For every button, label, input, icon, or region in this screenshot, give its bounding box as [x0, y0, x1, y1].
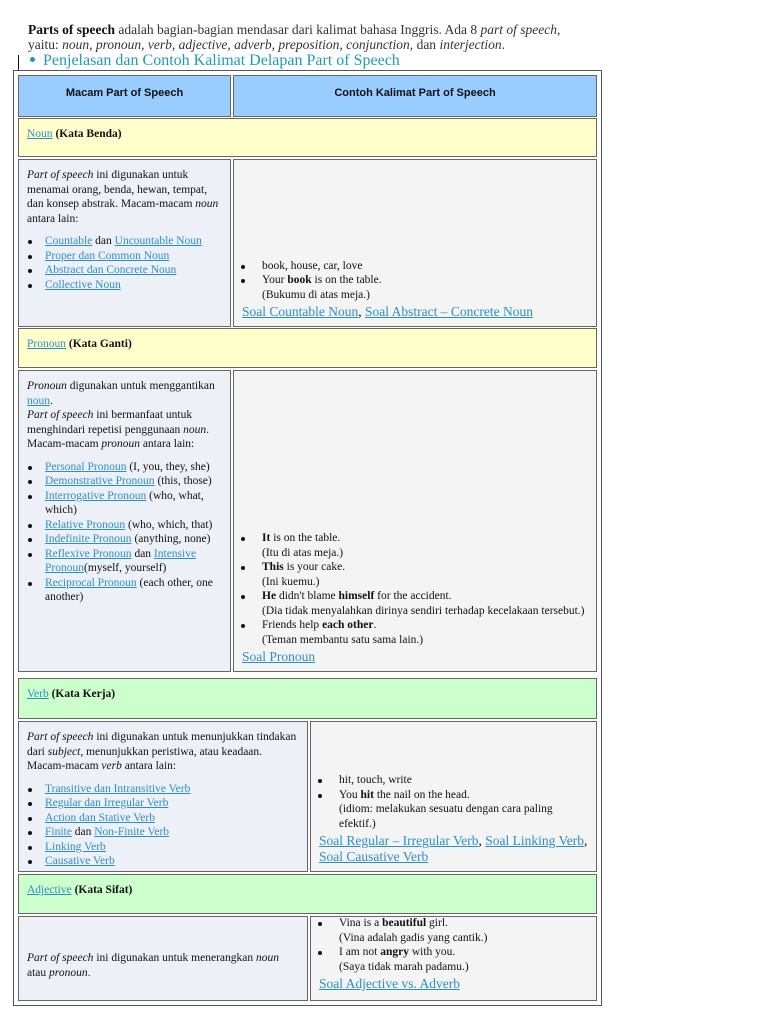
noun-label: (Kata Benda) — [52, 128, 122, 140]
list-item — [45, 854, 301, 869]
list-item — [262, 618, 590, 647]
list-item — [45, 782, 301, 797]
intro-paragraph — [28, 22, 648, 52]
adjective-category-row — [18, 874, 597, 914]
pronoun-desc-italic: Part of speech — [27, 409, 94, 421]
transitive-intransitive-verb-link[interactable]: Transitive dan Intransitive Verb — [45, 782, 191, 795]
example-bold: It — [262, 532, 271, 544]
verb-desc-text: , menunjukkan peristiwa, atau keadaan. Macam-macam — [27, 745, 263, 772]
example-bold: book — [287, 274, 312, 286]
verb-examples-list — [317, 773, 590, 831]
example-text: with you. — [408, 946, 456, 958]
example-translation: (Vina adalah gadis yang cantik.) — [339, 931, 488, 944]
list-item — [45, 489, 224, 518]
list-item — [45, 263, 224, 278]
intro-comma: , — [556, 22, 561, 37]
example-text: hit, touch, write — [339, 774, 412, 786]
col1-header — [18, 75, 231, 117]
verb-desc-text: antara lain: — [121, 760, 177, 772]
example-text: Your — [262, 274, 288, 286]
pronoun-label: (Kata Ganti) — [65, 338, 132, 350]
action-stative-verb-link[interactable]: Action dan Stative Verb — [45, 811, 155, 824]
pronoun-examples — [233, 370, 597, 672]
countable-link[interactable]: Countable — [45, 235, 93, 247]
list-item — [45, 796, 301, 811]
list-item — [339, 788, 590, 832]
example-bold: angry — [380, 946, 409, 958]
intro-list-italic: noun, pronoun, verb, adjective, adverb, preposition, conjunction, — [62, 37, 414, 52]
intro-end: . — [501, 37, 506, 52]
list-item-mid: dan — [92, 235, 115, 247]
pronoun-desc-text: ini bermanfaat untuk menghindari repetisi penggunaan — [27, 409, 193, 436]
example-bold: himself — [338, 590, 375, 602]
example-translation: (Ini kuemu.) — [262, 575, 320, 588]
example-bold: He — [262, 590, 277, 602]
intro-lead-bold: Parts of speech — [28, 22, 115, 37]
list-item — [262, 259, 590, 274]
intro-dan: dan — [413, 37, 440, 52]
soal-linking-verb-link[interactable]: Soal Linking Verb — [485, 833, 584, 848]
adjective-desc-italic: pronoun — [49, 966, 88, 979]
intro-lead-italic: part of speech — [480, 22, 557, 37]
list-item-note: (myself, yourself) — [83, 562, 167, 574]
personal-pronoun-link[interactable]: Personal Pronoun — [45, 460, 127, 473]
example-bold: beautiful — [382, 917, 427, 929]
abstract-concrete-noun-link[interactable]: Abstract dan Concrete Noun — [45, 264, 177, 276]
list-item — [45, 278, 224, 293]
list-item — [45, 811, 301, 826]
adjective-desc-text: ini digunakan untuk menerangkan — [93, 952, 256, 964]
col2-header-text: Contoh Kalimat Part of Speech — [334, 87, 496, 99]
list-item — [339, 945, 590, 974]
example-translation: (Teman membantu satu sama lain.) — [262, 633, 424, 646]
reflexive-pronoun-link[interactable]: Reflexive Pronoun — [45, 547, 132, 560]
soal-regular-irregular-verb-link[interactable]: Soal Regular – Irregular Verb — [319, 833, 479, 848]
verb-desc-italic: Part of speech — [27, 731, 94, 743]
pronoun-description — [18, 370, 231, 672]
verb-description — [18, 721, 308, 872]
adjective-examples — [310, 916, 597, 1001]
example-text: the nail on the head. — [373, 788, 470, 801]
list-item — [262, 531, 590, 560]
pronoun-soal-links — [240, 649, 590, 665]
noun-link[interactable]: Noun — [27, 128, 53, 140]
adjective-desc-italic: Part of speech — [27, 952, 94, 964]
example-bold: This — [262, 561, 284, 573]
verb-desc-italic: verb — [101, 760, 122, 772]
list-item-note: (anything, none) — [131, 533, 211, 545]
soal-abstract-concrete-noun-link[interactable]: Soal Abstract – Concrete Noun — [365, 304, 533, 319]
example-text: You — [339, 788, 361, 801]
example-translation: (Dia tidak menyalahkan dirinya sendiri terhadap kecelakaan tersebut.) — [262, 604, 585, 617]
linking-verb-link[interactable]: Linking Verb — [45, 840, 106, 853]
list-item — [339, 916, 590, 945]
pronoun-desc-text: digunakan untuk menggantikan — [66, 380, 215, 392]
reciprocal-pronoun-link[interactable]: Reciprocal Pronoun — [45, 576, 137, 589]
pronoun-examples-list — [240, 531, 590, 647]
heading-text: Penjelasan dan Contoh Kalimat Delapan Part of Speech — [43, 52, 400, 69]
example-translation: (idiom: melakukan sesuatu dengan cara paling efektif.) — [339, 803, 553, 830]
example-text: for the accident. — [374, 590, 452, 602]
pronoun-desc-italic: pronoun — [101, 438, 140, 450]
list-item — [45, 474, 224, 489]
list-item — [45, 518, 224, 533]
indefinite-pronoun-link[interactable]: Indefinite Pronoun — [45, 533, 132, 545]
list-item-mid: dan — [71, 826, 95, 838]
parts-of-speech-table — [13, 70, 602, 1006]
soal-countable-noun-link[interactable]: Soal Countable Noun — [242, 304, 359, 319]
example-text: is on the table. — [270, 532, 341, 544]
adjective-description — [18, 916, 308, 1001]
example-text: book, house, car, love — [262, 259, 363, 272]
uncountable-noun-link[interactable]: Uncountable Noun — [114, 235, 202, 247]
section-heading — [20, 52, 400, 70]
col2-header — [233, 75, 597, 117]
example-text: I am not — [339, 946, 381, 958]
collective-noun-link[interactable]: Collective Noun — [45, 278, 121, 291]
noun-examples — [233, 159, 597, 327]
example-text: is on the table. — [311, 274, 382, 286]
example-translation: (Itu di atas meja.) — [262, 546, 344, 559]
verb-desc-italic: subject — [47, 745, 81, 758]
noun-examples-list — [240, 259, 590, 303]
verb-examples — [310, 721, 597, 872]
col1-header-text: Macam Part of Speech — [65, 87, 184, 99]
adjective-label: (Kata Sifat) — [71, 884, 133, 896]
demonstrative-pronoun-link[interactable]: Demonstrative Pronoun — [45, 475, 155, 487]
verb-desc-text: ini digunakan untuk menunjukkan tindakan dari — [27, 731, 297, 758]
verb-category-row — [18, 678, 597, 719]
verb-types-list — [27, 782, 301, 869]
noun-desc-text: ini digunakan untuk menamai orang, benda, hewan, tempat, dan konsep abstrak. Macam-macam — [27, 169, 208, 210]
relative-pronoun-link[interactable]: Relative Pronoun — [45, 518, 126, 531]
pronoun-types-list — [27, 460, 224, 605]
verb-soal-links: Soal Regular – Irregular Verb, Soal Linking Verb, Soal Causative Verb — [319, 833, 588, 864]
noun-desc-italic2: noun — [195, 198, 219, 210]
list-item — [45, 249, 224, 264]
heading-bullet — [30, 57, 35, 62]
example-text: Friends help — [262, 619, 323, 631]
intro-yaitu: yaitu: — [28, 37, 63, 52]
list-item-note: (each other, one another) — [45, 576, 213, 603]
adjective-link[interactable]: Adjective — [27, 884, 72, 896]
list-item — [339, 773, 590, 788]
pronoun-desc-italic: Pronoun — [27, 380, 67, 392]
list-item — [45, 547, 224, 576]
adjective-desc-text: atau — [27, 966, 50, 979]
non-finite-verb-link[interactable]: Non-Finite Verb — [94, 826, 170, 838]
noun-soal-links: Soal Countable Noun, Soal Abstract – Concrete Noun — [242, 304, 533, 319]
list-item — [262, 589, 590, 618]
pronoun-desc-text: antara lain: — [139, 438, 195, 450]
example-text: is your cake. — [283, 561, 346, 573]
proper-common-noun-link[interactable]: Proper dan Common Noun — [45, 249, 170, 262]
list-item — [45, 825, 301, 840]
list-item — [45, 532, 224, 547]
example-bold: each other — [322, 619, 374, 631]
interrogative-pronoun-link[interactable]: Interrogative Pronoun — [45, 489, 147, 502]
list-item — [45, 460, 224, 475]
list-item — [262, 273, 590, 302]
pronoun-desc-text: . Macam-macam — [27, 423, 210, 450]
adjective-soal-links — [317, 976, 590, 992]
intro-lead-text: adalah bagian-bagian mendasar dari kalimat bahasa Inggris. Ada 8 — [114, 22, 481, 37]
noun-inline-link[interactable]: noun — [27, 394, 50, 407]
pronoun-category-row — [18, 328, 597, 368]
adjective-examples-list — [317, 916, 590, 974]
list-item-note: (who, which, that) — [125, 518, 213, 531]
adjective-desc-italic: noun — [256, 952, 279, 964]
noun-category-row — [18, 118, 597, 157]
example-text: girl. — [426, 917, 448, 929]
finite-link[interactable]: Finite — [45, 826, 72, 838]
list-item — [45, 234, 224, 249]
pronoun-desc-italic: noun — [183, 423, 207, 436]
noun-description — [18, 159, 231, 327]
noun-desc-end: antara lain: — [27, 212, 79, 225]
verb-label: (Kata Kerja) — [48, 688, 116, 700]
example-text: didn't blame — [276, 590, 339, 602]
pronoun-desc-text: . — [50, 394, 53, 407]
example-translation: (Bukumu di atas meja.) — [262, 288, 370, 301]
intensive-pronoun-link[interactable]: Intensive Pronoun — [45, 547, 197, 574]
list-item-mid: dan — [131, 547, 154, 560]
list-item-note: (I, you, they, she) — [126, 460, 210, 473]
example-text: . — [373, 619, 377, 631]
list-item — [262, 560, 590, 589]
list-item — [45, 840, 301, 855]
causative-verb-link[interactable]: Causative Verb — [45, 855, 115, 867]
example-text: Vina is a — [339, 917, 383, 929]
soal-adjective-adverb-link[interactable]: Soal Adjective vs. Adverb — [319, 976, 460, 991]
soal-pronoun-link[interactable]: Soal Pronoun — [242, 649, 316, 664]
adjective-desc-text: . — [87, 966, 91, 979]
verb-link[interactable]: Verb — [27, 688, 49, 700]
list-item — [45, 576, 224, 605]
regular-irregular-verb-link[interactable]: Regular dan Irregular Verb — [45, 797, 169, 809]
example-translation: (Saya tidak marah padamu.) — [339, 960, 469, 973]
soal-causative-verb-link[interactable]: Soal Causative Verb — [319, 849, 429, 864]
noun-desc-italic: Part of speech — [27, 169, 94, 181]
intro-last-italic: interjection — [439, 37, 502, 52]
noun-types-list — [27, 234, 224, 292]
list-item-note: (this, those) — [154, 475, 212, 487]
example-bold: hit — [360, 788, 374, 801]
pronoun-link[interactable]: Pronoun — [27, 338, 66, 350]
list-item-note: (who, what, which) — [45, 489, 204, 516]
